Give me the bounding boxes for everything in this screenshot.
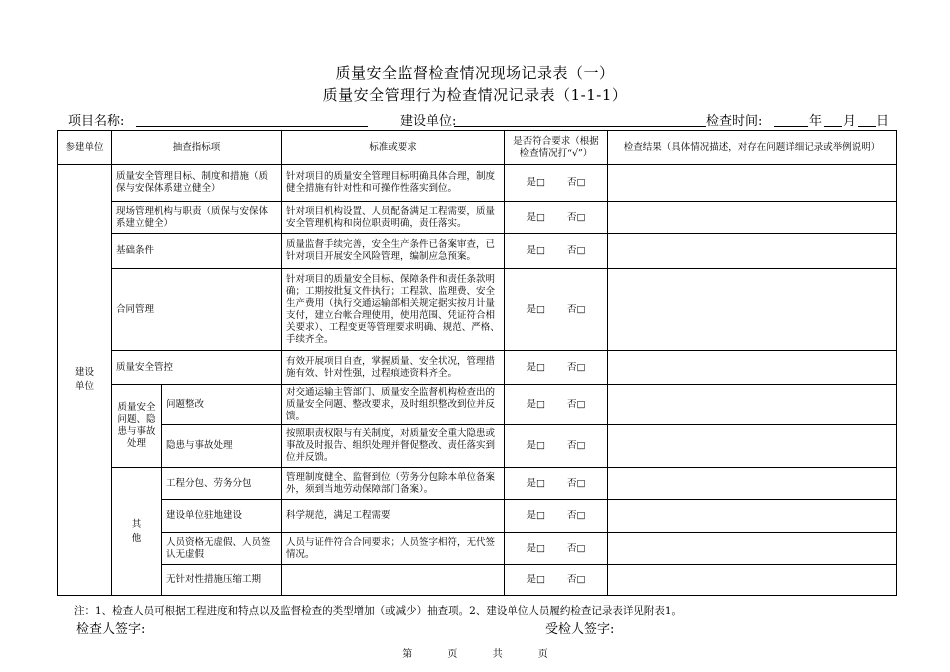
header-standard: 标准或要求 xyxy=(282,131,505,165)
month-label: 月 xyxy=(843,114,857,129)
result-cell[interactable] xyxy=(608,165,897,202)
table-row xyxy=(58,269,897,351)
item-cell: 合同管理 xyxy=(112,269,282,351)
conform-cell xyxy=(505,385,608,425)
day-field[interactable] xyxy=(858,126,876,127)
table-row xyxy=(58,565,897,596)
table-row xyxy=(58,234,897,269)
table-note: 注：1、检查人员可根据工程进度和特点以及监督检查的类型增加（或减少）抽查项。2、建设单位人员履约检查记录表详见附表1。 xyxy=(74,605,683,617)
no-checkbox[interactable]: 否□ xyxy=(567,542,586,554)
table-row xyxy=(58,425,897,468)
no-checkbox[interactable]: 否□ xyxy=(567,177,586,188)
conform-cell xyxy=(505,234,608,269)
result-cell[interactable] xyxy=(608,351,897,385)
standard-cell: 人员与证件符合合同要求；人员签字相符，无代签情况。 xyxy=(282,533,505,565)
result-cell[interactable] xyxy=(608,468,897,500)
item-cell: 现场管理机构与职责（质保与安保体系建立健全） xyxy=(112,202,282,234)
unit-cell-text: 建设 单位 xyxy=(74,367,94,392)
standard-cell: 针对项目的质量安全管理目标明确具体合理，制度健全措施有针对性和可操作性落实到位。 xyxy=(282,165,505,202)
construction-unit-label: 建设单位: xyxy=(400,114,457,129)
item-cell: 无针对性措施压缩工期 xyxy=(162,565,282,596)
inspected-signature-label: 受检人签字: xyxy=(545,622,615,637)
standard-cell: 按照职责权限与有关制度，对质量安全重大隐患或事故及时报告、组织处理并督促整改、责任落实到位并反馈。 xyxy=(282,425,505,468)
result-cell[interactable] xyxy=(608,500,897,533)
no-checkbox[interactable]: 否□ xyxy=(567,440,586,451)
yes-checkbox[interactable]: 是□ xyxy=(526,211,546,223)
no-checkbox[interactable]: 否□ xyxy=(567,303,586,315)
no-checkbox[interactable]: 否□ xyxy=(567,211,586,223)
construction-unit-field[interactable] xyxy=(454,126,706,127)
standard-cell: 针对项目的质量安全目标、保障条件和责任条款明确；工期按批复文件执行；工程款、监理费、安全生产费用（执行交通运输部相关规定据实按月计量支付，建立台帐合理使用，使用范围、凭证符合相关要求）、工程变更等管理要求明确、规范、严格、手续齐全。 xyxy=(282,269,505,351)
yes-checkbox[interactable]: 是□ xyxy=(526,303,546,315)
no-checkbox[interactable]: 否□ xyxy=(567,574,586,585)
day-label: 日 xyxy=(876,114,890,129)
item-cell: 建设单位驻地建设 xyxy=(162,500,282,533)
standard-cell xyxy=(282,565,505,596)
yes-checkbox[interactable]: 是□ xyxy=(526,477,546,489)
footer-page-label: 第 xyxy=(402,649,413,660)
other-group-cell xyxy=(112,468,162,596)
month-field[interactable] xyxy=(824,126,842,127)
item-cell: 人员资格无虚假、人员签认无虚假 xyxy=(162,533,282,565)
table-row xyxy=(58,165,897,202)
project-name-field[interactable] xyxy=(136,126,368,127)
table-row xyxy=(58,500,897,533)
conform-cell xyxy=(505,533,608,565)
standard-cell: 对交通运输主管部门、质量安全监督机构检查出的质量安全问题、整改要求，及时组织整改到位并反馈。 xyxy=(282,385,505,425)
footer-end-label: 页 xyxy=(537,649,548,660)
result-cell[interactable] xyxy=(608,425,897,468)
yes-checkbox[interactable]: 是□ xyxy=(526,361,546,373)
footer-pages-label: 页 xyxy=(447,649,458,660)
unit-cell xyxy=(58,165,112,596)
item-cell: 基础条件 xyxy=(112,234,282,269)
year-label: 年 xyxy=(809,114,823,129)
footer-total-label: 共 xyxy=(492,649,503,660)
header-result: 检查结果（具体情况描述，对存在问题详细记录或举例说明） xyxy=(608,131,897,165)
yes-checkbox[interactable]: 是□ xyxy=(526,574,546,585)
inspection-time-label: 检查时间: xyxy=(706,114,763,129)
yes-checkbox[interactable]: 是□ xyxy=(526,177,546,188)
yes-checkbox[interactable]: 是□ xyxy=(526,542,546,554)
result-cell[interactable] xyxy=(608,533,897,565)
header-info-line xyxy=(68,110,898,128)
yes-checkbox[interactable]: 是□ xyxy=(526,510,546,521)
result-cell[interactable] xyxy=(608,565,897,596)
year-field[interactable] xyxy=(774,126,808,127)
inspection-table xyxy=(57,130,897,596)
table-row xyxy=(58,202,897,234)
item-cell: 工程分包、劳务分包 xyxy=(162,468,282,500)
project-name-label: 项目名称: xyxy=(68,114,125,129)
standard-cell: 有效开展项目自查，掌握质量、安全状况，管理措施有效、针对性强，过程痕迹资料齐全。 xyxy=(282,351,505,385)
yes-checkbox[interactable]: 是□ xyxy=(526,440,546,451)
no-checkbox[interactable]: 否□ xyxy=(567,477,586,489)
item-cell: 质量安全管理目标、制度和措施（质保与安保体系建立健全） xyxy=(112,165,282,202)
item-cell: 问题整改 xyxy=(162,385,282,425)
table-header-row xyxy=(58,131,897,165)
conform-cell xyxy=(505,202,608,234)
conform-cell xyxy=(505,565,608,596)
standard-cell: 管理制度健全、监督到位（劳务分包除本单位备案外，须到当地劳动保障部门备案）。 xyxy=(282,468,505,500)
item-cell: 隐患与事故处理 xyxy=(162,425,282,468)
header-conform: 是否符合要求（根据检查情况打“√”） xyxy=(505,131,608,165)
table-row xyxy=(58,351,897,385)
yes-checkbox[interactable]: 是□ xyxy=(526,245,546,256)
table-row xyxy=(58,533,897,565)
table-row xyxy=(58,468,897,500)
other-group-text: 其 他 xyxy=(131,518,142,544)
standard-cell: 针对项目机构设置、人员配备满足工程需要，质量安全管理机构和岗位职责明确，责任落实。 xyxy=(282,202,505,234)
result-cell[interactable] xyxy=(608,269,897,351)
item-cell: 质量安全管控 xyxy=(112,351,282,385)
yes-checkbox[interactable]: 是□ xyxy=(526,398,546,410)
header-unit: 参建单位 xyxy=(58,131,112,165)
conform-cell xyxy=(505,425,608,468)
no-checkbox[interactable]: 否□ xyxy=(567,510,586,521)
result-cell[interactable] xyxy=(608,202,897,234)
issue-group-cell: 质量安全 问题、隐患与事故处理 xyxy=(112,385,162,468)
conform-cell xyxy=(505,500,608,533)
table-row xyxy=(58,385,897,425)
conform-cell xyxy=(505,165,608,202)
result-cell[interactable] xyxy=(608,385,897,425)
inspector-signature-label: 检查人签字: xyxy=(76,622,146,637)
standard-cell: 科学规范，满足工程需要 xyxy=(282,500,505,533)
no-checkbox[interactable]: 否□ xyxy=(567,398,586,410)
result-cell[interactable] xyxy=(608,234,897,269)
conform-cell xyxy=(505,351,608,385)
conform-cell xyxy=(505,468,608,500)
page-footer xyxy=(0,645,950,660)
conform-cell xyxy=(505,269,608,351)
no-checkbox[interactable]: 否□ xyxy=(567,361,586,373)
sub-title: 质量安全管理行为检查情况记录表（1-1-1） xyxy=(322,86,628,104)
header-item: 抽查指标项 xyxy=(112,131,282,165)
standard-cell: 质量监督手续完善，安全生产条件已备案审查，已针对项目开展安全风险管理，编制应急预案。 xyxy=(282,234,505,269)
no-checkbox[interactable]: 否□ xyxy=(567,245,586,256)
main-title: 质量安全监督检查情况现场记录表（一） xyxy=(335,64,615,82)
